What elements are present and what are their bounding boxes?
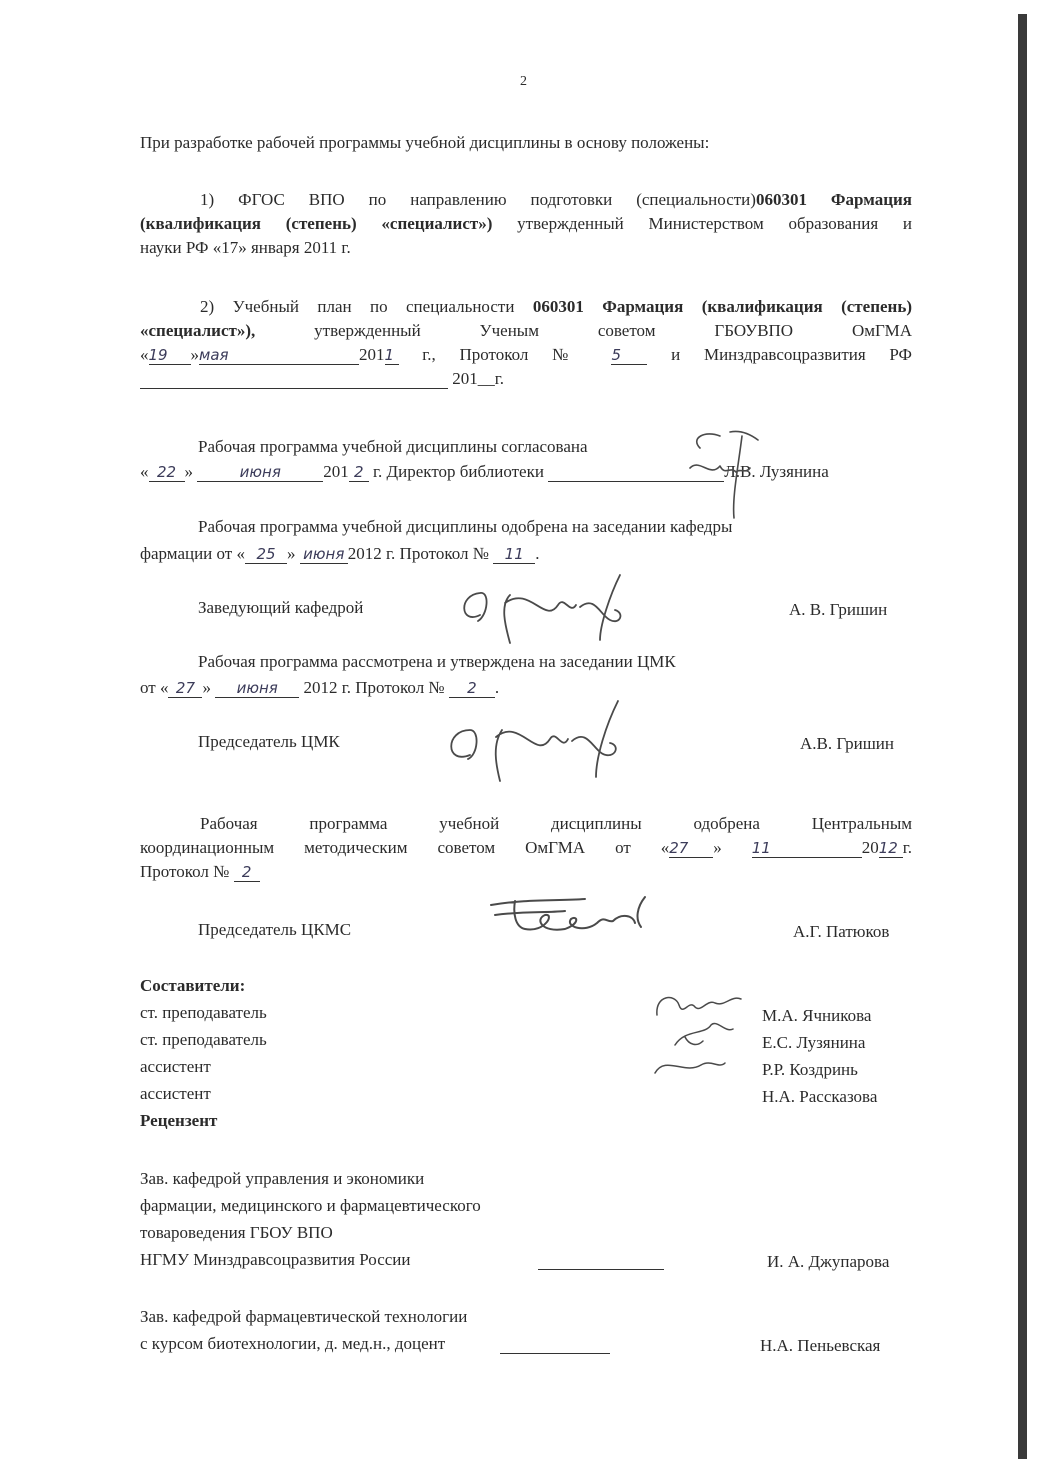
curriculum-protocol-no: 5: [611, 346, 622, 364]
department-protocol-no: 11: [504, 545, 524, 563]
curriculum-year-digit: 1: [384, 346, 395, 364]
fgos-spec: 060301 Фармация: [755, 190, 912, 209]
reviewer-1-line: фармации, медицинского и фармацевтического: [140, 1196, 481, 1215]
department-head-name: А. В. Гришин: [789, 600, 888, 619]
reviewer-2-name: Н.А. Пеньевская: [760, 1336, 881, 1355]
department-head-role: Заведующий кафедрой: [198, 598, 364, 617]
reviewer-2-line: с курсом биотехнологии, д. мед.н., доцент: [140, 1334, 446, 1353]
fgos-text: 1) ФГОС ВПО по направлению подготовки (специальности): [200, 190, 756, 209]
library-year-digit: 2: [353, 463, 364, 481]
paragraph-curriculum: 2) Учебный план по специальности 060301 Фармация (квалификация (степень) «специалист»), утвержденный Ученым советом ГБОУВПО ОмГМА «19 »мая 2011 г., Протокол № 5 и Минздравсоцразвития РФ 201__г.: [140, 297, 912, 388]
paragraph-ckms: Рабочая программа учебной дисциплины одобрена Центральным координационным методическим советом ОмГМА от «27 » 11 2012 г. Протокол № 2: [140, 814, 912, 881]
department-line: Рабочая программа учебной дисциплины одобрена на заседании кафедры: [198, 517, 733, 536]
authors-heading: Составители:: [140, 976, 246, 995]
ckms-day: 27: [669, 839, 689, 857]
curriculum-approved: утвержденный Ученым советом ГБОУВПО ОмГМА: [255, 321, 912, 340]
author-name: Р.Р. Коздринь: [762, 1060, 858, 1079]
curriculum-ministry: и Минздравсоцразвития РФ: [671, 345, 912, 364]
ckms-chair-role: Председатель ЦКМС: [198, 920, 352, 939]
reviewer-1-line: Зав. кафедрой управления и экономики: [140, 1169, 425, 1188]
fgos-date: науки РФ «17» января 2011 г.: [140, 238, 351, 257]
library-line: Рабочая программа учебной дисциплины согласована: [198, 437, 588, 456]
paragraph-fgos: [140, 188, 912, 260]
cmk-protocol-no: 2: [467, 679, 477, 697]
ckms-month: 11: [751, 839, 771, 857]
cmk-chair-name: А.В. Гришин: [800, 734, 895, 753]
cmk-month: июня: [236, 679, 278, 697]
cmk-chair-role: Председатель ЦМК: [198, 732, 340, 751]
department-date-line: фармации от « 25 » июня 2012 г. Протокол № 11 .: [140, 544, 540, 563]
reviewers-heading: Рецензент: [140, 1111, 218, 1130]
department-head-signature: [450, 565, 635, 645]
ckms-year-digits: 12: [878, 839, 898, 857]
reviewer-2-line: Зав. кафедрой фармацевтической технологии: [140, 1307, 468, 1326]
curriculum-month: мая: [199, 346, 229, 364]
cmk-line: Рабочая программа рассмотрена и утверждена на заседании ЦМК: [198, 652, 676, 671]
curriculum-spec: 060301 Фармация (квалификация (степень): [532, 297, 912, 316]
ckms-protocol-no: 2: [241, 863, 252, 881]
author-role: ст. преподаватель: [140, 1003, 267, 1022]
curriculum-qualification: «специалист»),: [140, 321, 256, 340]
author-role: ассистент: [140, 1057, 211, 1076]
author-role: ассистент: [140, 1084, 211, 1103]
author-name: Е.С. Лузянина: [762, 1033, 866, 1052]
fgos-qualification: (квалификация (степень) «специалист»): [140, 214, 493, 233]
fgos-approved: утвержденный Министерством образования и: [492, 214, 913, 233]
page-number: 2: [520, 74, 527, 89]
library-director-signature: [670, 428, 780, 523]
author-name: М.А. Ячникова: [762, 1006, 872, 1025]
department-month: июня: [303, 545, 345, 563]
intro-line: При разработке рабочей программы учебной дисциплины в основу положены:: [140, 133, 710, 152]
reviewer-2-signature-line: [500, 1334, 610, 1354]
curriculum-ministry-year: 201__г.: [452, 369, 505, 388]
library-month: июня: [239, 463, 281, 481]
library-day: 22: [156, 463, 177, 481]
reviewer-1-signature-line: [538, 1250, 664, 1270]
author-role: ст. преподаватель: [140, 1030, 267, 1049]
cmk-date-line: от « 27 » июня 2012 г. Протокол № 2 .: [140, 678, 500, 697]
department-day: 25: [256, 545, 276, 563]
cmk-day: 27: [175, 679, 196, 697]
curriculum-text: 2) Учебный план по специальности: [200, 297, 533, 316]
library-date-line: « 22 » июня 201 2 г. Директор библиотеки Л.В. Лузянина: [140, 462, 829, 481]
curriculum-day: 19: [148, 346, 168, 364]
author-name: Н.А. Рассказова: [762, 1087, 878, 1106]
ckms-chair-name: А.Г. Патюков: [793, 922, 890, 941]
authors-signatures: [645, 985, 755, 1090]
ckms-chair-signature: [485, 893, 665, 938]
reviewer-1-name: И. А. Джупарова: [767, 1252, 890, 1271]
cmk-chair-signature: [440, 695, 640, 785]
reviewer-1-line: товароведения ГБОУ ВПО: [140, 1223, 333, 1242]
ckms-line: Рабочая программа учебной дисциплины одобрена Центральным: [200, 814, 912, 833]
reviewer-1-line: НГМУ Минздравсоцразвития России: [140, 1250, 411, 1269]
scan-edge-bar: [1018, 14, 1027, 1459]
library-name: Л.В. Лузянина: [724, 462, 829, 481]
library-role: г. Директор библиотеки: [368, 462, 544, 481]
